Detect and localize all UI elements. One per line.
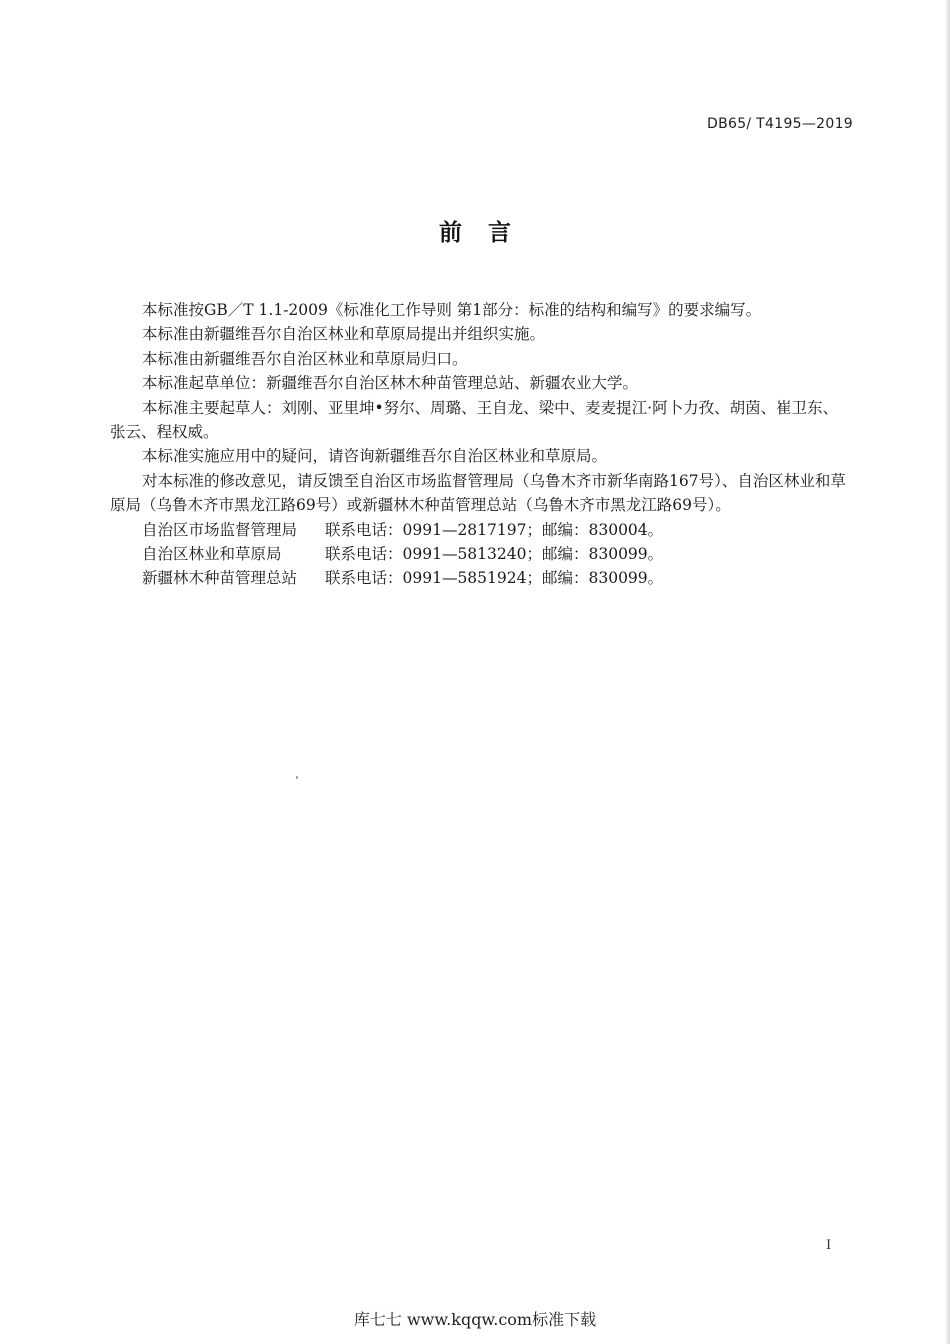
contact-info: 联系电话：0991—5813240；邮编：830099。 <box>325 545 664 564</box>
contact-info: 联系电话：0991—5851924；邮编：830099。 <box>325 569 664 588</box>
page-number: I <box>826 1238 832 1253</box>
page-edge-shadow <box>945 0 950 1344</box>
preface-paragraph: 本标准按GB／T 1.1-2009《标准化工作导则 第1部分：标准的结构和编写》的要求编写。 <box>142 301 762 319</box>
contact-info: 联系电话：0991—2817197；邮编：830004。 <box>325 520 664 539</box>
contact-row <box>110 566 852 590</box>
contact-row <box>110 542 852 566</box>
standard-code: DB65/ T4195—2019 <box>707 116 853 132</box>
contact-organization: 新疆林木种苗管理总站 <box>142 569 298 588</box>
preface-paragraph: 本标准起草单位：新疆维吾尔自治区林木种苗管理总站、新疆农业大学。 <box>142 374 639 393</box>
preface-paragraph: 本标准主要起草人：刘刚、亚里坤•努尔、周璐、王自龙、梁中、麦麦提江·阿卜力孜、胡茵、崔卫东、张云、程权威。 <box>110 398 839 442</box>
preface-title: 前言 <box>439 220 537 246</box>
contact-organization: 自治区林业和草原局 <box>142 545 282 564</box>
preface-paragraph: 本标准由新疆维吾尔自治区林业和草原局归口。 <box>142 349 468 368</box>
preface-paragraph: 本标准实施应用中的疑问，请咨询新疆维吾尔自治区林业和草原局。 <box>142 447 608 466</box>
preface-paragraph: 对本标准的修改意见，请反馈至自治区市场监督管理局（乌鲁木齐市新华南路167号）、自治区林业和草原局（乌鲁木齐市黑龙江路69号）或新疆林木种苗管理总站（乌鲁木齐市黑龙江路69号）。 <box>110 471 846 515</box>
preface-body <box>110 298 852 591</box>
preface-paragraph: 本标准由新疆维吾尔自治区林业和草原局提出并组织实施。 <box>142 325 546 344</box>
contact-row <box>110 518 852 542</box>
scan-speck <box>296 776 298 779</box>
contact-organization: 自治区市场监督管理局 <box>142 520 298 539</box>
download-watermark: 库七七 www.kqqw.com标准下载 <box>353 1310 597 1329</box>
